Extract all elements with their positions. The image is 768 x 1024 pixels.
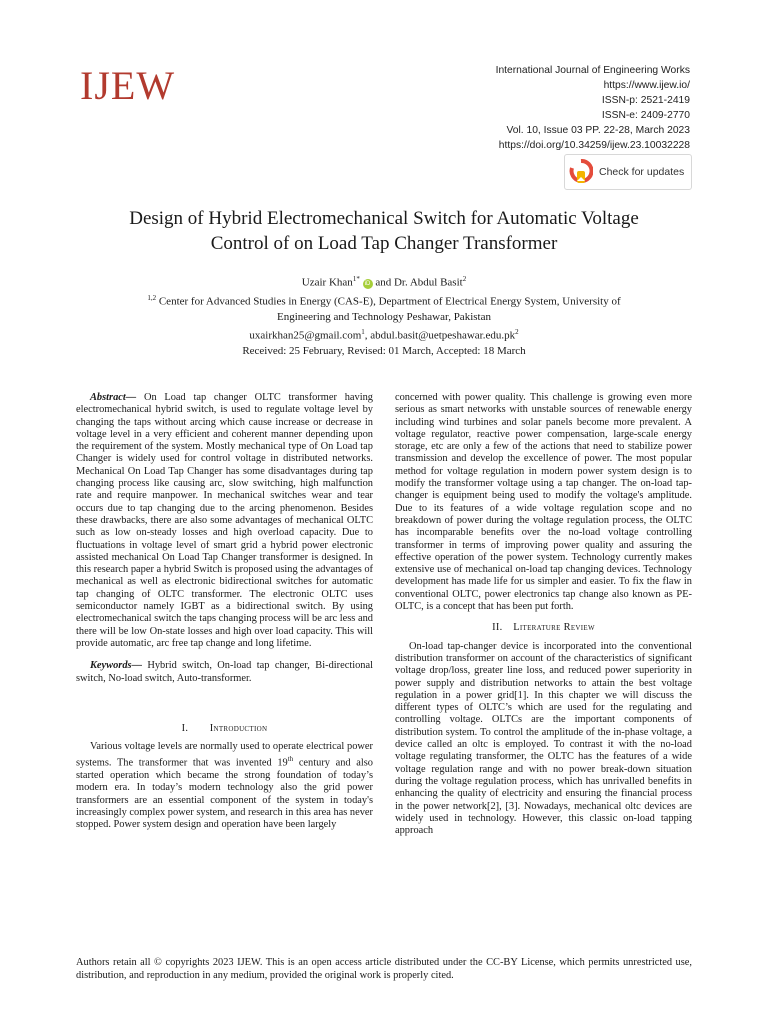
right-paragraph-1: concerned with power quality. This challenge is growing even more serious as smart networks with unstable sources of renewable energy including wind turbines and solar panels become more prevalent. A voltage regulator, reactive power compensation, large-scale energy storage, etc are only a few of the actions that need to stabilize power transmission and develop the excellence of power. The most popular method for voltage regulation in modern power system design is to modify the transformer voltage using a tap changer. The on-load tap-changer is equipment being used to modify the voltage's amplitude. Due to its features of a wide voltage regulation scope and no breakdown of power during the voltage regulation process, the OLTC has incomparable benefits over the no-load voltage controlling transformer in terms of improving power quality and assuring the effective operation of the power system. Technology currently makes extensive use of mechanical on-load tap changing devices. Technology development has made life for us simpler and easier. To fix the flaw in conventional OLTC, power electronics tap change also known as PE-OLTC, is a concept that has been put forth. <box>395 392 692 613</box>
abstract <box>76 392 373 650</box>
title-line-2: Control of on Load Tap Changer Transformer <box>210 233 558 254</box>
literature-review-heading: II. Literature Review <box>492 622 595 634</box>
right-column <box>395 392 692 837</box>
email-1-sup: 1 <box>361 327 365 336</box>
keywords-label: Keywords— <box>90 660 142 672</box>
paper-title <box>60 206 708 256</box>
journal-name: International Journal of Engineering Works <box>495 65 690 76</box>
volume-info: Vol. 10, Issue 03 PP. 22-28, March 2023 <box>506 125 690 136</box>
abstract-text: On Load tap changer OLTC transformer having electromechanical hybrid switch, is used to regulate voltage level by changing the taps without arcing which cause increase or decrease in voltage level in a very efficient and coherent manner depending upon the requirement of the system. Mostly mechanical type of On Load tap Changer is widely used for control voltage in distributed networks. Mechanical On Load Tap Changer has some disadvantages during tap changing process like causing arc, slow switching, high malfunction rate and require manpower. In mechanical switches wear and tear occurs due to tap changing due to the arcing phenomenon. Besides these drawbacks, there are also some advantages of mechanical OLTC such as low on-steady losses and high overload capacity. Due to fluctuations in voltage level of smart grid a hybrid power electronic assisted mechanical On Load Tap Changer transformer is designed. In this research paper a hybrid Switch is proposed using the advantages of mechanical as well as electronic bidirectional switches for automatic tap changing of OLTC transformer. The electronic OLTC uses semiconductor namely IGBT as a bidirectional switch. By using electromechanical switch the taps changing process will be arc less and there will be low On-state losses and high over load capacity. This will provide automatic, arc free tap change and long lifetime. <box>76 392 373 649</box>
author-line <box>60 272 708 291</box>
author-2: and Dr. Abdul Basit <box>372 276 463 289</box>
author-2-sup: 2 <box>462 275 467 283</box>
email-2[interactable]: abdul.basit@uetpeshawar.edu.pk <box>370 329 516 342</box>
intro-text-a: Various voltage levels are normally used to operate electrical power systems. The transformer that was invented 19 <box>76 741 373 769</box>
intro-heading: I. Introduction <box>181 722 268 734</box>
author-1: Uzair Khan <box>301 276 353 289</box>
check-updates-label: Check for updates <box>599 166 685 178</box>
issn-print: ISSN-p: 2521-2419 <box>601 95 690 106</box>
intro-sup: th <box>287 755 294 764</box>
received-dates: Received: 25 February, Revised: 01 March, Accepted: 18 March <box>242 344 526 357</box>
affiliation-line-2: Engineering and Technology Peshawar, Pakistan <box>277 310 491 323</box>
copyright-footer: Authors retain all © copyrights 2023 IJEW. This is an open access article distributed under the CC-BY License, which permits unrestricted use, distribution, and reproduction in any medium, provided the original work is properly cited. <box>76 957 692 981</box>
email-2-sup: 2 <box>515 327 519 336</box>
author-block <box>60 272 708 359</box>
journal-url[interactable]: https://www.ijew.io/ <box>603 80 690 91</box>
affiliation-sup: 1,2 <box>147 293 157 302</box>
author-1-sup: 1* <box>352 275 360 283</box>
issn-electronic: ISSN-e: 2409-2770 <box>601 110 690 121</box>
journal-info <box>390 63 690 153</box>
journal-logo: IJEW <box>80 63 176 108</box>
orcid-icon[interactable]: iD <box>363 279 373 289</box>
affiliation-line-1 <box>60 291 708 310</box>
title-line-1: Design of Hybrid Electromechanical Switch for Automatic Voltage <box>129 208 639 229</box>
intro-paragraph <box>76 741 373 832</box>
check-updates-icon <box>569 159 593 185</box>
email-1[interactable]: uxairkhan25@gmail.com <box>249 329 362 342</box>
email-separator: , <box>364 329 371 342</box>
keywords <box>76 660 373 685</box>
email-line <box>60 325 708 344</box>
left-column <box>76 392 373 832</box>
doi-link[interactable]: https://doi.org/10.34259/ijew.23.10032228 <box>498 140 690 151</box>
abstract-label: Abstract— <box>90 392 137 403</box>
keywords-text: Hybrid switch, On-load tap changer, Bi-directional switch, No-load switch, Auto-transformer. <box>76 660 373 684</box>
affiliation-text-1: Center for Advanced Studies in Energy (CAS-E), Department of Electrical Energy System, University of <box>158 295 621 308</box>
check-for-updates-badge[interactable] <box>564 154 692 190</box>
literature-review-paragraph: On-load tap-changer device is incorporated into the conventional distribution transformer on account of the characteristics of significant voltage drop/loss, greater line loss, and reduced power superiority in power supply and distribution networks to attain the best voltage regulation in a power grid[1]. In this chapter we will discuss the different types of OLTC’s which are used for the regulating and controlling voltage. OLTCs are the important components of distribution system. To control the amplitude of the in-phase voltage, a device called an oltc is employed. To contrast it with the no-load voltage regulating transformer, the OLTC has the features of a wide voltage regulation range and with no power break-down situation during the voltage regulation process, which has unrivalled benefits in enhancing the quality of electricity and ensuring the financial process in the power network[2], [3]. Nowadays, mechanical oltc devices are widely used in technology. However, this classic on-load tapping approach <box>395 640 692 837</box>
intro-text-b: century and also started operation which became the strong foundation of today’s modern era. In today’s modern technology also the grid power transformers are an essential component of the system in today's increasingly complex power system, and research in this area has never stopped. Power system design and operation have been largely <box>76 757 373 831</box>
